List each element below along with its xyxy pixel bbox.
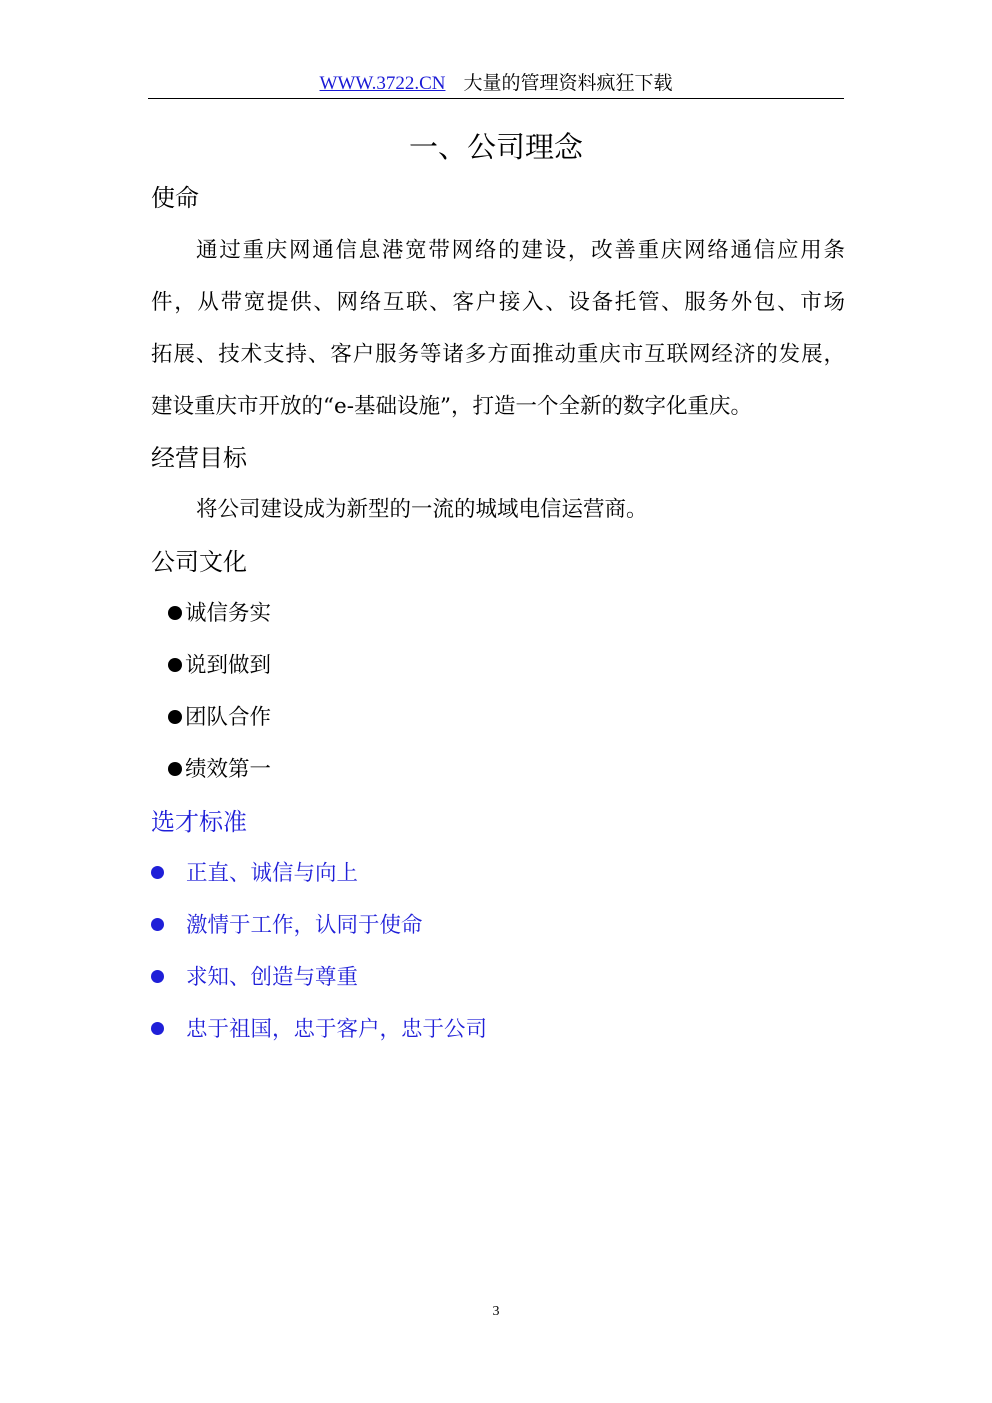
bullet-icon xyxy=(168,710,182,724)
standards-heading: 选才标准 xyxy=(151,808,247,836)
standards-item-label: 激情于工作，认同于使命 xyxy=(186,913,423,938)
bullet-icon xyxy=(151,1022,164,1035)
mission-line-2: 件，从带宽提供、网络互联、客户接入、设备托管、服务外包、市场 xyxy=(151,290,845,315)
mission-line-3: 拓展、技术支持、客户服务等诸多方面推动重庆市互联网经济的发展， xyxy=(151,342,845,367)
page-title: 一、公司理念 xyxy=(408,130,583,164)
mission-line-4: 建设重庆市开放的“e-基础设施”，打造一个全新的数字化重庆。 xyxy=(151,394,752,419)
goal-text: 将公司建设成为新型的一流的城域电信运营商。 xyxy=(196,497,648,522)
standards-item-label: 正直、诚信与向上 xyxy=(186,861,359,886)
header-tagline: 大量的管理资料疯狂下载 xyxy=(463,72,673,94)
culture-item-label: 团队合作 xyxy=(185,705,272,730)
bullet-icon xyxy=(151,918,164,931)
bullet-icon xyxy=(168,658,182,672)
standards-item xyxy=(151,1013,487,1047)
standards-item xyxy=(151,857,358,891)
page-number: 3 xyxy=(492,1304,500,1319)
mission-line-1: 通过重庆网通信息港宽带网络的建设，改善重庆网络通信应用条 xyxy=(196,238,845,263)
mission-paragraph xyxy=(151,225,845,433)
header-url-link[interactable]: WWW.3722.CN xyxy=(319,73,446,94)
culture-item-label: 绩效第一 xyxy=(185,757,272,782)
standards-item xyxy=(151,909,423,943)
bullet-icon xyxy=(151,970,164,983)
culture-item xyxy=(168,597,271,631)
standards-item xyxy=(151,961,358,995)
standards-item-label: 忠于祖国，忠于客户，忠于公司 xyxy=(186,1017,488,1042)
goal-heading: 经营目标 xyxy=(151,444,247,472)
culture-item xyxy=(168,701,271,735)
standards-item-label: 求知、创造与尊重 xyxy=(186,965,359,990)
bullet-icon xyxy=(168,606,182,620)
bullet-icon xyxy=(168,762,182,776)
mission-heading: 使命 xyxy=(151,184,199,212)
culture-item-label: 说到做到 xyxy=(185,653,272,678)
culture-item xyxy=(168,649,271,683)
culture-item-label: 诚信务实 xyxy=(185,601,272,626)
header-divider xyxy=(148,98,844,99)
page-header xyxy=(148,68,844,98)
bullet-icon xyxy=(151,866,164,879)
culture-item xyxy=(168,753,271,787)
culture-heading: 公司文化 xyxy=(151,548,247,576)
